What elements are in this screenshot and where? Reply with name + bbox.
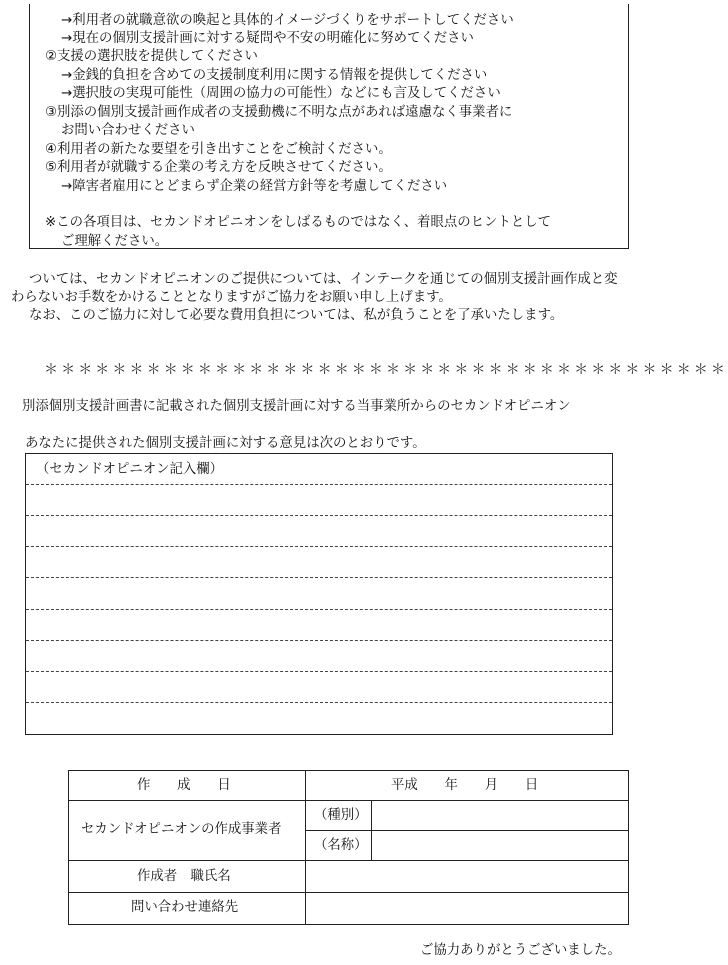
guidance-line-8: ④利用者の新たな要望を引き出すことをご検討ください。 — [45, 142, 392, 157]
second-opinion-box-label: （セカンドオピニオン記入欄） — [36, 462, 224, 477]
provider-name-label: （名称） — [314, 838, 368, 853]
guidance-line-6: ③別添の個別支援計画作成者の支援動機に不明な点があれば遠慮なく事業者に — [45, 105, 513, 120]
guidance-line-2: →現在の個別支援計画に対する疑問や不安の明確化に努めてください — [61, 31, 474, 46]
author-label: 作成者 職氏名 — [137, 869, 231, 884]
provider-name-field[interactable] — [372, 831, 628, 859]
guidance-line-10: →障害者雇用にとどまらず企業の経営方針等を考慮してください — [61, 179, 448, 194]
entry-line — [26, 702, 612, 703]
guidance-line-5: →選択肢の実現可能性（周囲の協力の可能性）などにも言及してください — [61, 86, 501, 101]
date-label: 作 成 日 — [137, 778, 231, 793]
cost-paragraph: なお、このご協力に対して必要な費用負担については、私が負うことを了承いたします。 — [29, 308, 564, 323]
author-field[interactable] — [306, 861, 628, 891]
contact-field[interactable] — [306, 893, 628, 924]
guidance-note-line-2: ご理解ください。 — [61, 234, 169, 249]
guidance-line-7: お問い合わせください — [61, 123, 195, 138]
provider-type-field[interactable] — [372, 801, 628, 829]
guidance-note-line-1: ※この各項目は、セカンドオピニオンをしばるものではなく、着眼点のヒントとして — [45, 215, 552, 230]
provider-type-label: （種別） — [314, 808, 368, 823]
author-info-table — [68, 770, 629, 925]
entry-line — [26, 609, 612, 610]
entry-line — [26, 515, 612, 516]
guidance-line-3: ②支援の選択肢を提供してください — [45, 49, 258, 64]
second-opinion-heading: 別添個別支援計画書に記載された個別支援計画に対する当事業所からのセカンドオピニオン — [22, 399, 571, 414]
closing-thanks: ご協力ありがとうございました。 — [420, 943, 621, 958]
entry-line — [26, 671, 612, 672]
entry-line — [26, 577, 612, 578]
guidance-line-9: ⑤利用者が就職する企業の考え方を反映させてください。 — [45, 160, 392, 175]
guidance-line-4: →金銭的負担を含めての支援制度利用に関する情報を提供してください — [61, 68, 488, 83]
entry-line — [26, 640, 612, 641]
second-opinion-entry-box[interactable] — [25, 453, 613, 735]
section-separator: ＊＊＊＊＊＊＊＊＊＊＊＊＊＊＊＊＊＊＊＊＊＊＊＊＊＊＊＊＊＊＊＊＊＊＊＊＊＊＊＊ — [44, 362, 728, 378]
entry-line — [26, 546, 612, 547]
date-value[interactable]: 平成 年 月 日 — [391, 778, 539, 793]
guidance-line-1: →利用者の就職意欲の喚起と具体的イメージづくりをサポートしてください — [61, 13, 514, 28]
request-paragraph-line-2: わらないお手数をかけることとなりますがご協力をお願い申し上げます。 — [11, 290, 452, 305]
request-paragraph-line-1: ついては、セカンドオピニオンのご提供については、インテークを通じての個別支援計画作成と変 — [29, 272, 618, 287]
entry-line — [26, 484, 612, 485]
second-opinion-intro: あなたに提供された個別支援計画に対する意見は次のとおりです。 — [25, 436, 426, 451]
contact-label: 問い合わせ連絡先 — [131, 900, 239, 915]
provider-label: セカンドオピニオンの作成事業者 — [81, 822, 282, 837]
